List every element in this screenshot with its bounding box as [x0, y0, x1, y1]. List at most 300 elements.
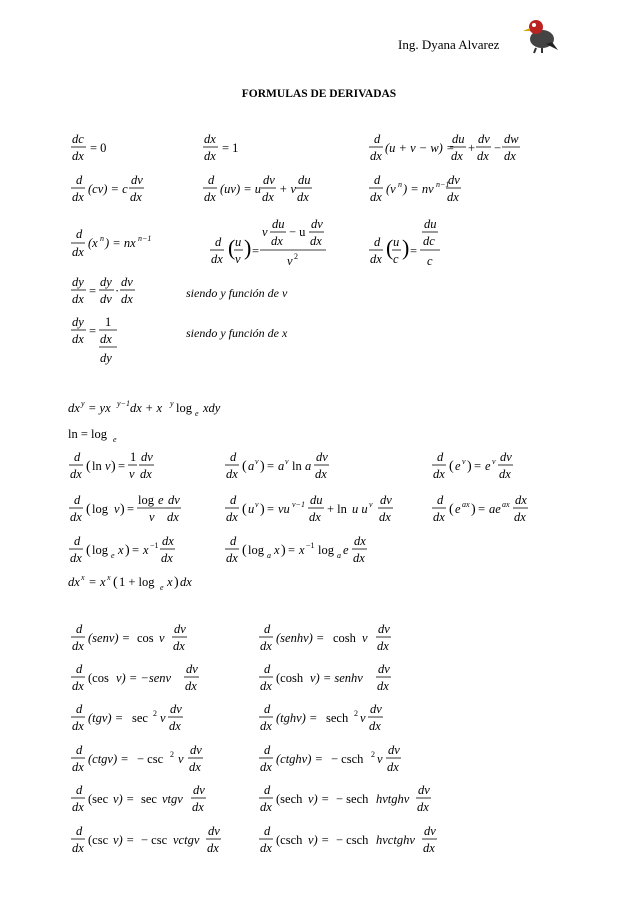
svg-text:dx: dx: [130, 190, 142, 204]
svg-text:dv: dv: [208, 824, 220, 838]
svg-text:e: e: [158, 493, 164, 507]
svg-text:v: v: [114, 502, 120, 516]
svg-text:=: =: [252, 244, 260, 258]
author-name: Ing. Dyana Alvarez: [398, 37, 500, 52]
formula-dlogex: [69, 534, 175, 565]
svg-text:u u: u u: [352, 502, 368, 516]
svg-text:dx: dx: [100, 332, 112, 346]
svg-text:1: 1: [105, 315, 112, 329]
svg-text:− sech: − sech: [336, 792, 369, 806]
svg-text:du: du: [310, 493, 323, 507]
formula-dlnv: [69, 450, 154, 481]
svg-text:dv: dv: [311, 217, 323, 231]
svg-text:(: (: [242, 543, 247, 558]
svg-text:dv: dv: [448, 173, 460, 187]
svg-text:(senhv) =: (senhv) =: [276, 631, 325, 645]
svg-text:dx: dx: [140, 467, 152, 481]
svg-text:dx: dx: [162, 534, 174, 548]
svg-text:v: v: [262, 225, 268, 239]
svg-text:d: d: [374, 132, 381, 146]
svg-text:sec: sec: [132, 711, 148, 725]
svg-text:(tgv) =: (tgv) =: [88, 711, 124, 725]
svg-text:v: v: [105, 459, 111, 473]
svg-text:vctgv: vctgv: [173, 833, 200, 847]
svg-text:dx: dx: [297, 190, 309, 204]
svg-text:x: x: [143, 543, 149, 557]
svg-text:(sech: (sech: [276, 792, 303, 806]
svg-text:=: =: [127, 502, 135, 516]
svg-text:d: d: [74, 450, 81, 464]
svg-text:y: y: [81, 399, 85, 408]
formula-ctg: [71, 743, 203, 774]
svg-text:dx: dx: [226, 510, 238, 524]
svg-text:(: (: [449, 502, 454, 517]
svg-text:dx: dx: [387, 760, 399, 774]
svg-text:v: v: [369, 500, 373, 509]
svg-text:dx: dx: [72, 149, 84, 163]
svg-text:dx: dx: [72, 760, 84, 774]
formula-sen: [71, 622, 187, 653]
svg-text:v: v: [255, 457, 259, 466]
svg-text:+: +: [468, 141, 476, 155]
svg-text:dx: dx: [369, 719, 381, 733]
svg-text:): ): [111, 459, 116, 474]
svg-text:dv: dv: [378, 622, 390, 636]
formula-ident: [203, 132, 238, 163]
svg-text:cosh: cosh: [333, 631, 356, 645]
svg-text:(: (: [86, 502, 91, 517]
svg-text:dx: dx: [72, 245, 84, 259]
svg-text:−1: −1: [306, 541, 315, 550]
svg-text:(sec: (sec: [88, 792, 109, 806]
svg-text:dx: dx: [72, 292, 84, 306]
svg-text:): ): [467, 459, 472, 474]
svg-text:xdy: xdy: [203, 401, 221, 415]
svg-text:dx: dx: [262, 190, 274, 204]
svg-text:hvctghv: hvctghv: [376, 833, 415, 847]
svg-text:dx: dx: [354, 534, 366, 548]
svg-text:dx: dx: [226, 467, 238, 481]
svg-text:v: v: [462, 457, 466, 466]
svg-text:v: v: [159, 631, 165, 645]
formula-xn: [71, 227, 151, 259]
svg-text:dx: dx: [207, 841, 219, 855]
svg-text:dx: dx: [370, 252, 382, 266]
svg-text:dx: dx: [226, 551, 238, 565]
svg-text:dx: dx: [72, 800, 84, 814]
svg-text:vu: vu: [278, 502, 290, 516]
svg-text:(: (: [86, 459, 91, 474]
svg-text:a: a: [278, 459, 285, 473]
svg-text:=: =: [118, 459, 126, 473]
formula-tgh: [259, 702, 383, 733]
svg-text:e: e: [195, 409, 199, 418]
formula-sec: [71, 783, 206, 814]
svg-text:dx: dx: [72, 332, 84, 346]
svg-text:log: log: [92, 502, 108, 516]
svg-text:du: du: [298, 173, 311, 187]
svg-text:− csch: − csch: [331, 752, 364, 766]
svg-text:=: =: [267, 502, 275, 516]
svg-text:dx: dx: [260, 760, 272, 774]
svg-text:dx: dx: [260, 679, 272, 693]
formula-dlogax: [225, 534, 367, 565]
svg-text:dx: dx: [315, 467, 327, 481]
note-y-function-of-x: siendo y función de x: [186, 326, 288, 340]
svg-text:n: n: [398, 180, 402, 189]
svg-text:dx: dx: [499, 467, 511, 481]
formula-uv: [203, 173, 312, 204]
svg-text:d: d: [230, 493, 237, 507]
svg-text:dx: dx: [204, 190, 216, 204]
svg-text:ln = log: ln = log: [68, 427, 107, 441]
formula-sech: [259, 783, 431, 814]
svg-text:): ): [281, 543, 286, 558]
svg-text:v: v: [362, 631, 368, 645]
svg-text:log: log: [176, 401, 192, 415]
svg-text:(ctghv) =: (ctghv) =: [276, 752, 323, 766]
svg-text:d: d: [76, 173, 83, 187]
svg-text:x: x: [167, 575, 173, 589]
svg-text:(: (: [113, 575, 118, 590]
svg-text:ln: ln: [92, 459, 102, 473]
svg-text:v: v: [178, 752, 184, 766]
formula-dxx: [68, 573, 192, 592]
svg-text:2: 2: [153, 709, 157, 718]
svg-text:(: (: [242, 459, 247, 474]
svg-text:dv: dv: [141, 450, 153, 464]
svg-text:d: d: [264, 662, 271, 676]
svg-text:y: y: [170, 399, 174, 408]
svg-text:d: d: [264, 622, 271, 636]
svg-text:=: =: [410, 244, 418, 258]
svg-text:dv: dv: [380, 493, 392, 507]
svg-text:dx: dx: [68, 401, 80, 415]
svg-text:=: =: [132, 543, 140, 557]
note-y-function-of-v: siendo y función de v: [186, 286, 288, 300]
page-title: FORMULAS DE DERIVADAS: [241, 88, 397, 100]
svg-text:dx: dx: [72, 639, 84, 653]
svg-text:dx: dx: [423, 841, 435, 855]
svg-text:): ): [120, 502, 125, 517]
svg-text:=: =: [89, 284, 97, 298]
svg-text:d: d: [74, 493, 81, 507]
svg-text:x: x: [118, 543, 124, 557]
svg-text:dx: dx: [370, 149, 382, 163]
svg-text:dv: dv: [378, 662, 390, 676]
svg-text:v: v: [360, 711, 366, 725]
svg-text:v: v: [285, 457, 289, 466]
svg-text:dy: dy: [72, 315, 84, 329]
svg-text:dx: dx: [377, 639, 389, 653]
svg-text:dw: dw: [504, 132, 519, 146]
svg-text:du: du: [272, 217, 285, 231]
svg-text:d: d: [264, 824, 271, 838]
svg-text:e: e: [111, 551, 115, 560]
svg-text:(cos: (cos: [88, 671, 109, 685]
svg-text:ax: ax: [462, 500, 470, 509]
svg-text:d: d: [208, 173, 215, 187]
svg-text:dv: dv: [170, 702, 182, 716]
svg-text:−: −: [494, 141, 502, 155]
svg-text:): ): [260, 459, 265, 474]
svg-text:): ): [244, 235, 252, 260]
svg-text:ax: ax: [502, 500, 510, 509]
svg-text:a: a: [305, 459, 312, 473]
svg-text:d: d: [76, 824, 83, 838]
svg-text:dv: dv: [193, 783, 205, 797]
svg-text:sech: sech: [326, 711, 349, 725]
svg-text:ae: ae: [489, 502, 501, 516]
svg-text:dx + x: dx + x: [130, 401, 163, 415]
formula-cv: [71, 173, 144, 204]
formula-csc: [71, 824, 221, 855]
svg-text:n: n: [100, 234, 104, 243]
svg-text:du: du: [452, 132, 465, 146]
svg-text:d: d: [215, 235, 222, 249]
svg-text:d: d: [230, 450, 237, 464]
svg-text:dx: dx: [451, 149, 463, 163]
svg-text:c: c: [393, 252, 399, 266]
svg-text:dx: dx: [204, 149, 216, 163]
svg-text:dv: dv: [190, 743, 202, 757]
svg-text:d: d: [437, 493, 444, 507]
svg-text:dx: dx: [211, 252, 223, 266]
svg-text:(senv) =: (senv) =: [88, 631, 131, 645]
svg-text:dv: dv: [418, 783, 430, 797]
svg-text:d: d: [437, 450, 444, 464]
svg-text:dc: dc: [423, 234, 435, 248]
svg-text:e: e: [113, 435, 117, 444]
svg-text:e: e: [455, 459, 461, 473]
svg-text:(cv) = c: (cv) = c: [88, 182, 128, 196]
formula-vn: [369, 173, 461, 204]
svg-text:2: 2: [371, 750, 375, 759]
svg-text:dx: dx: [72, 719, 84, 733]
svg-text:v: v: [149, 510, 155, 524]
svg-text:cos: cos: [137, 631, 154, 645]
svg-text:d: d: [264, 783, 271, 797]
svg-text:d: d: [230, 534, 237, 548]
svg-text:dx: dx: [169, 719, 181, 733]
svg-text:1: 1: [130, 450, 137, 464]
svg-text:v) =: v) =: [308, 833, 330, 847]
formula-deax: [432, 493, 528, 524]
svg-text:=: =: [474, 459, 482, 473]
svg-text:log: log: [318, 543, 334, 557]
svg-text:d: d: [76, 662, 83, 676]
svg-text:x: x: [100, 575, 106, 589]
svg-text:e: e: [160, 583, 164, 592]
svg-text:dx: dx: [68, 575, 80, 589]
svg-text:dy: dy: [100, 275, 112, 289]
formula-uoverc: [369, 217, 440, 268]
svg-text:d: d: [374, 235, 381, 249]
svg-text:dx: dx: [180, 575, 192, 589]
svg-text:dc: dc: [72, 132, 84, 146]
svg-text:n−1: n−1: [436, 180, 450, 189]
svg-text:= 0: = 0: [90, 141, 107, 155]
svg-text:e: e: [485, 459, 491, 473]
formula-duv: [225, 493, 393, 524]
formula-dlogv: [69, 493, 181, 524]
svg-text:dx: dx: [515, 493, 527, 507]
svg-text:+ v: + v: [279, 182, 297, 196]
svg-text:hvtghv: hvtghv: [376, 792, 410, 806]
svg-text:dx: dx: [70, 467, 82, 481]
svg-text:a: a: [337, 551, 341, 560]
formula-sum: [369, 132, 520, 163]
svg-text:(: (: [228, 235, 236, 260]
svg-text:x: x: [299, 543, 305, 557]
formula-cosh: [259, 662, 391, 693]
svg-text:(: (: [449, 459, 454, 474]
svg-text:e: e: [343, 543, 349, 557]
svg-text:d: d: [76, 622, 83, 636]
svg-text:dv: dv: [263, 173, 275, 187]
svg-text:(v: (v: [386, 182, 396, 196]
svg-text:): ): [260, 502, 265, 517]
svg-text:dx: dx: [189, 760, 201, 774]
svg-text:x: x: [81, 573, 85, 582]
svg-text:u: u: [235, 235, 242, 249]
formula-inv: [71, 315, 117, 365]
svg-text:2: 2: [294, 252, 298, 261]
svg-text:v) =: v) =: [113, 833, 135, 847]
svg-text:dx: dx: [353, 551, 365, 565]
svg-text:− csc: − csc: [137, 752, 164, 766]
svg-text:v: v: [255, 500, 259, 509]
svg-text:dx: dx: [173, 639, 185, 653]
svg-text:sec: sec: [141, 792, 157, 806]
svg-text:v: v: [235, 252, 241, 266]
svg-text:(u + v − w) =: (u + v − w) =: [385, 141, 455, 155]
svg-text:(uv) = u: (uv) = u: [220, 182, 262, 196]
svg-text:log: log: [138, 493, 154, 507]
svg-text:dv: dv: [121, 275, 133, 289]
svg-text:) = nv: ) = nv: [403, 182, 434, 196]
svg-text:log: log: [92, 543, 108, 557]
svg-text:x: x: [107, 573, 111, 582]
svg-text:d: d: [264, 702, 271, 716]
formula-senh: [259, 622, 391, 653]
svg-text:dv: dv: [424, 824, 436, 838]
svg-text:(x: (x: [88, 236, 98, 250]
svg-text:dx: dx: [309, 510, 321, 524]
svg-text:= yx: = yx: [88, 401, 111, 415]
svg-text:dx: dx: [379, 510, 391, 524]
formula-dav: [225, 450, 329, 481]
svg-text:e: e: [455, 502, 461, 516]
svg-text:dx: dx: [370, 190, 382, 204]
svg-text:dx: dx: [417, 800, 429, 814]
svg-text:+ ln: + ln: [327, 502, 347, 516]
svg-text:dy: dy: [100, 351, 112, 365]
svg-text:v) =: v) =: [308, 792, 330, 806]
svg-text:dx: dx: [260, 841, 272, 855]
svg-text:v) = −senv: v) = −senv: [116, 671, 172, 685]
svg-text:dv: dv: [168, 493, 180, 507]
svg-text:(ctgv) =: (ctgv) =: [88, 752, 129, 766]
svg-text:dx: dx: [477, 149, 489, 163]
svg-text:v: v: [287, 254, 293, 268]
formula-dev: [432, 450, 513, 481]
svg-text:dx: dx: [433, 467, 445, 481]
formula-const: [71, 132, 106, 163]
svg-text:dv: dv: [174, 622, 186, 636]
svg-text:dx: dx: [514, 510, 526, 524]
svg-text:dx: dx: [204, 132, 216, 146]
svg-text:dx: dx: [161, 551, 173, 565]
svg-text:dx: dx: [504, 149, 516, 163]
svg-text:d: d: [76, 783, 83, 797]
formula-ln: [68, 427, 117, 444]
svg-text:dv: dv: [500, 450, 512, 464]
svg-text:x: x: [274, 543, 280, 557]
svg-text:y−1: y−1: [117, 399, 130, 408]
svg-text:d: d: [76, 702, 83, 716]
svg-text:dx: dx: [377, 679, 389, 693]
svg-text:dx: dx: [167, 510, 179, 524]
formula-ctgh: [259, 743, 401, 774]
formula-chain: [71, 275, 135, 306]
svg-text:v−1: v−1: [292, 500, 305, 509]
svg-text:dv: dv: [388, 743, 400, 757]
svg-text:dv: dv: [131, 173, 143, 187]
svg-text:=: =: [89, 575, 97, 589]
svg-text:dx: dx: [310, 234, 322, 248]
svg-text:2: 2: [170, 750, 174, 759]
svg-text:): ): [125, 543, 130, 558]
svg-text:) = nx: ) = nx: [105, 236, 136, 250]
svg-text:v) = senhv: v) = senhv: [310, 671, 363, 685]
svg-text:): ): [471, 502, 476, 517]
formula-uoverv: [210, 217, 326, 268]
svg-text:dx: dx: [260, 639, 272, 653]
svg-text:dx: dx: [433, 510, 445, 524]
svg-text:=: =: [89, 324, 97, 338]
svg-text:ln: ln: [292, 459, 302, 473]
svg-text:− csc: − csc: [141, 833, 168, 847]
svg-text:(cosh: (cosh: [276, 671, 304, 685]
svg-text:dx: dx: [260, 800, 272, 814]
svg-text:dv: dv: [100, 292, 112, 306]
svg-text:dv: dv: [316, 450, 328, 464]
svg-text:d: d: [76, 227, 83, 241]
svg-text:(csch: (csch: [276, 833, 303, 847]
svg-text:(: (: [386, 235, 394, 260]
svg-text:= 1: = 1: [222, 141, 239, 155]
svg-text:dx: dx: [260, 719, 272, 733]
formula-cos: [71, 662, 199, 693]
formula-dxy: [68, 399, 221, 418]
svg-text:=: =: [267, 459, 275, 473]
svg-text:log: log: [248, 543, 264, 557]
svg-text:v: v: [129, 467, 135, 481]
svg-text:1 + log: 1 + log: [119, 575, 155, 589]
svg-text:dx: dx: [72, 841, 84, 855]
svg-text:d: d: [374, 173, 381, 187]
svg-text:u: u: [393, 235, 400, 249]
svg-text:−1: −1: [150, 541, 159, 550]
svg-text:dx: dx: [70, 551, 82, 565]
svg-text:− csch: − csch: [336, 833, 369, 847]
svg-text:dx: dx: [72, 190, 84, 204]
svg-text:dv: dv: [186, 662, 198, 676]
svg-text:dx: dx: [185, 679, 197, 693]
svg-text:d: d: [264, 743, 271, 757]
svg-text:c: c: [427, 254, 433, 268]
